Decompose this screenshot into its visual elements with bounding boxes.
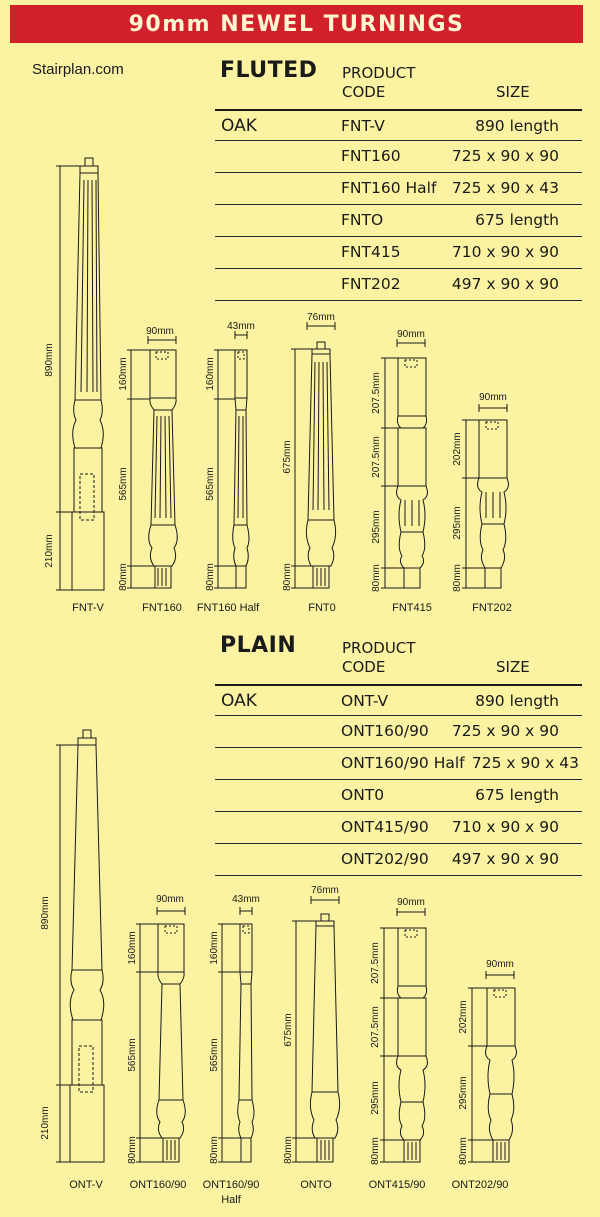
dim-label: 90mm (479, 392, 507, 403)
fnt-v-drawing (56, 158, 104, 590)
diagram-name: FNT202 (472, 602, 512, 614)
product-code: FNT-V (341, 117, 385, 135)
dim-label: 90mm (397, 897, 425, 908)
code-label: CODE (342, 658, 386, 676)
diagram-name: FNT160 Half (196, 602, 260, 614)
product-code: FNT160 (341, 147, 401, 165)
diagram-name-suffix: Half (221, 1194, 241, 1206)
ont415-drawing (380, 908, 427, 1162)
dim-label: 80mm (209, 1136, 220, 1164)
dim-label: 80mm (118, 563, 129, 591)
dim-label: 890mm (44, 343, 55, 377)
dim-label: 76mm (311, 885, 339, 896)
dim-label: 76mm (307, 312, 335, 323)
ont160-drawing (136, 907, 185, 1162)
fluted-size-header: SIZE (496, 83, 530, 101)
material-label: OAK (221, 691, 257, 711)
fnt160-drawing (127, 336, 177, 588)
dim-label: 295mm (370, 1081, 381, 1115)
diagram-name: ONTO (300, 1179, 332, 1191)
dim-label: 43mm (232, 894, 260, 905)
fnt202-drawing (462, 404, 508, 588)
product-code: ONT0 (341, 786, 385, 804)
product-size: 890 length (475, 117, 559, 135)
product-size: 725 x 90 x 43 (451, 179, 559, 197)
dim-label: 565mm (118, 467, 129, 501)
product-size: 497 x 90 x 90 (451, 275, 559, 293)
dim-label: 295mm (458, 1076, 469, 1110)
dim-label: 295mm (452, 506, 463, 540)
product-code: ONT-V (341, 692, 389, 710)
diagram-name: ONT-V (69, 1179, 103, 1191)
dim-label: 80mm (283, 1136, 294, 1164)
dim-label: 90mm (486, 959, 514, 970)
dim-label: 80mm (452, 564, 463, 592)
fnt160-half-drawing (214, 331, 249, 588)
product-label: PRODUCT (342, 639, 416, 657)
plain-size-header: SIZE (496, 658, 530, 676)
product-label: PRODUCT (342, 64, 416, 82)
product-code: ONT202/90 (341, 850, 429, 868)
product-size: 725 x 90 x 90 (451, 147, 559, 165)
dim-label: 80mm (127, 1136, 138, 1164)
dim-label: 160mm (118, 357, 129, 391)
dim-label: 890mm (40, 896, 51, 930)
diagram-name: ONT160/90 (129, 1179, 187, 1191)
fnt415-drawing (381, 339, 427, 588)
product-code: FNTO (341, 211, 384, 229)
dim-label: 202mm (452, 432, 463, 466)
product-code: FNT202 (341, 275, 401, 293)
product-size: 725 x 90 x 43 (471, 754, 579, 772)
product-size: 710 x 90 x 90 (451, 818, 559, 836)
diagram-name: FNT-V (72, 602, 104, 614)
diagram-name: ONT202/90 (451, 1179, 509, 1191)
dim-label: 80mm (370, 1137, 381, 1165)
dim-label: 207.5mm (370, 1006, 381, 1048)
product-size: 497 x 90 x 90 (451, 850, 559, 868)
dim-label: 160mm (209, 931, 220, 965)
product-size: 725 x 90 x 90 (451, 722, 559, 740)
diagram-name: FNT0 (308, 602, 336, 614)
fluted-heading: FLUTED (220, 58, 318, 83)
dim-label: 207.5mm (371, 372, 382, 414)
product-size: 890 length (475, 692, 559, 710)
dim-label: 90mm (156, 894, 184, 905)
dim-label: 210mm (44, 534, 55, 568)
product-size: 710 x 90 x 90 (451, 243, 559, 261)
fnt0-drawing (291, 322, 336, 588)
dim-label: 90mm (146, 326, 174, 337)
dim-label: 295mm (371, 510, 382, 544)
product-code: FNT160 Half (341, 179, 437, 197)
dim-label: 80mm (458, 1137, 469, 1165)
diagram-name: FNT160 (142, 602, 182, 614)
code-label: CODE (342, 83, 386, 101)
dim-label: 675mm (283, 1013, 294, 1047)
diagram-name: ONT160/90 (202, 1179, 260, 1191)
dim-label: 80mm (371, 564, 382, 592)
dim-label: 43mm (227, 321, 255, 332)
material-label: OAK (221, 116, 257, 136)
product-size: 675 length (475, 211, 559, 229)
ont-v-drawing (56, 730, 104, 1162)
plain-heading: PLAIN (220, 633, 297, 658)
dim-label: 565mm (127, 1038, 138, 1072)
product-code: ONT160/90 Half (341, 754, 465, 772)
product-code: ONT415/90 (341, 818, 429, 836)
dim-label: 90mm (397, 329, 425, 340)
diagram-name: ONT415/90 (368, 1179, 426, 1191)
dim-label: 210mm (40, 1106, 51, 1140)
page-title: 90mm NEWEL TURNINGS (128, 11, 465, 37)
product-code: ONT160/90 (341, 722, 429, 740)
ont202-drawing (468, 971, 516, 1162)
dim-label: 675mm (282, 440, 293, 474)
dim-label: 565mm (205, 467, 216, 501)
dim-label: 160mm (205, 357, 216, 391)
dim-label: 565mm (209, 1038, 220, 1072)
ont160-half-drawing (218, 907, 254, 1162)
product-code: FNT415 (341, 243, 401, 261)
onto-drawing (292, 896, 340, 1162)
dim-label: 80mm (205, 563, 216, 591)
dim-label: 160mm (127, 931, 138, 965)
dim-label: 207.5mm (370, 942, 381, 984)
dim-label: 202mm (458, 1000, 469, 1034)
dim-label: 207.5mm (371, 436, 382, 478)
diagram-name: FNT415 (392, 602, 432, 614)
dim-label: 80mm (282, 563, 293, 591)
brand-label: Stairplan.com (32, 61, 124, 78)
product-size: 675 length (475, 786, 559, 804)
